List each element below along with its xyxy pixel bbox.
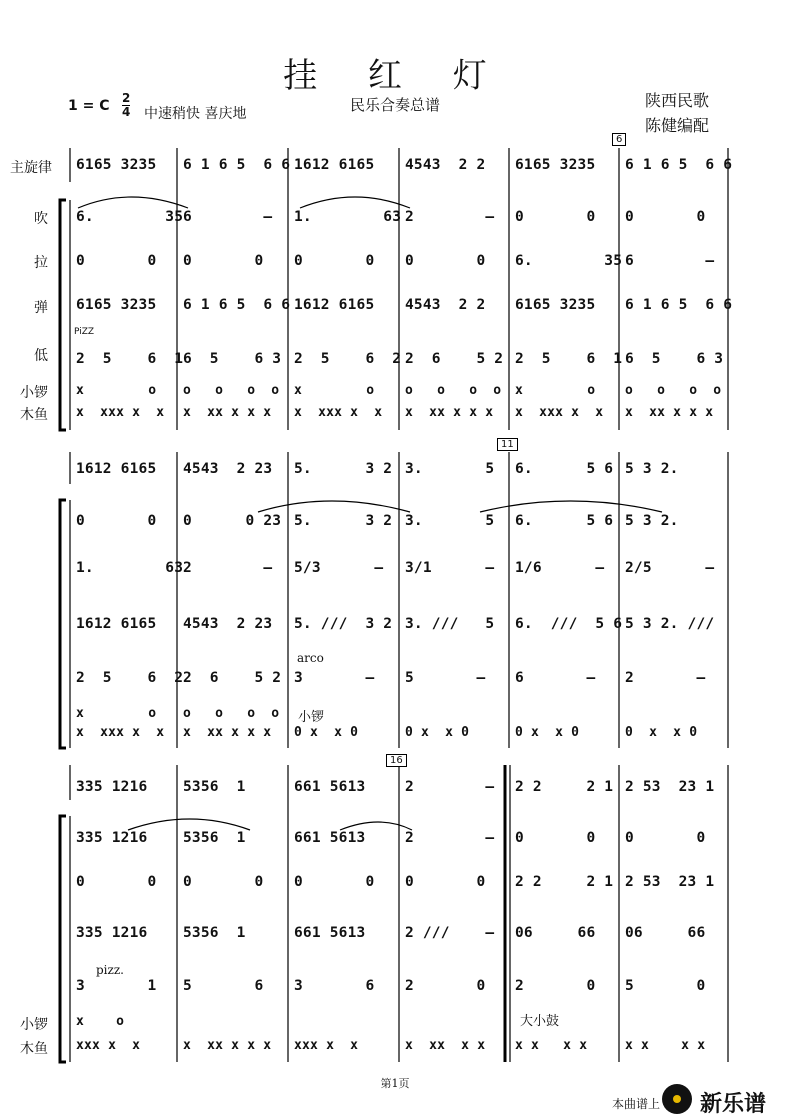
instrument-plucked: 弹 <box>34 300 48 316</box>
measure-wood: 0 x x 0 <box>625 725 698 740</box>
score-subtitle: 民乐合奏总谱 <box>349 96 440 114</box>
measure-bowed: 2/5 – <box>625 560 715 576</box>
measure-bass: 5 – <box>405 670 486 686</box>
measure-bass: 2 5 6 2 <box>294 351 402 367</box>
measure-wood: x xx x x x <box>625 405 714 420</box>
measure-melody: 6. 5 6 <box>515 461 614 477</box>
measure-plucked: 6165 3235 <box>515 297 596 313</box>
instrument-woodblock: 木鱼 <box>20 407 48 423</box>
measure-gong: o o o o <box>183 383 280 398</box>
measure-plucked: 06 66 <box>515 925 596 941</box>
instrument-gong-s3: 小锣 <box>20 1017 48 1033</box>
measure-wind: 661 5613 <box>294 830 366 846</box>
instrument-woodblock-s3: 木鱼 <box>20 1041 48 1057</box>
measure-melody: 6 1 6 5 6 6 <box>625 157 733 173</box>
measure-bowed: 2 – <box>183 560 273 576</box>
measure-melody: 335 1216 <box>76 779 148 795</box>
measure-bowed: 6 – <box>625 253 715 269</box>
measure-wood: 0 x x 0 <box>515 725 580 740</box>
measure-melody: 2 53 23 1 <box>625 779 715 795</box>
measure-melody: 2 2 2 1 <box>515 779 614 795</box>
measure-wood: x x x x <box>625 1038 706 1053</box>
measure-melody: 6165 3235 <box>76 157 157 173</box>
vinyl-record-icon <box>662 1084 692 1114</box>
measure-melody: 1612 6165 <box>76 461 157 477</box>
measure-gong: x o <box>515 383 596 398</box>
measure-wind: 2 – <box>405 209 495 225</box>
measure-wood: x xxx x x <box>294 405 383 420</box>
measure-bowed: 0 0 <box>76 874 157 890</box>
page-number: 第1页 <box>380 1077 410 1090</box>
measure-bowed: 3/1 – <box>405 560 495 576</box>
measure-bowed: 0 0 <box>405 874 486 890</box>
measure-bowed: 6. 35 <box>515 253 623 269</box>
measure-plucked: 06 66 <box>625 925 706 941</box>
instrument-bass: 低 <box>34 348 48 364</box>
time-bottom: 4 <box>122 105 131 119</box>
measure-wood: x xxx x x <box>515 405 604 420</box>
pizz-mark: pizz. <box>96 963 124 977</box>
arranger-label: 陈健编配 <box>645 116 710 135</box>
instrument-bowed: 拉 <box>34 255 48 271</box>
rehearsal-mark-16: 16 <box>386 754 407 767</box>
measure-wood: x xx x x x <box>183 725 272 740</box>
measure-plucked: 6. /// 5 6 <box>515 616 623 632</box>
footer-note: 本曲谱上 <box>612 1097 661 1111</box>
measure-wind: 2 – <box>405 830 495 846</box>
measure-plucked: 661 5613 <box>294 925 366 941</box>
measure-bowed: 0 0 <box>183 253 264 269</box>
measure-bass: 6 5 6 3 <box>183 351 282 367</box>
measure-gong: x o <box>76 706 157 721</box>
measure-plucked: 1612 6165 <box>76 616 157 632</box>
measure-wood: xxx x x <box>76 1038 141 1053</box>
measure-bowed: 2 2 2 1 <box>515 874 614 890</box>
measure-melody: 5356 1 <box>183 779 246 795</box>
key-signature: 1 = C <box>68 98 110 114</box>
measure-wind: 0 0 <box>76 513 157 529</box>
measure-bowed: 0 0 <box>183 874 264 890</box>
measure-wood: x xx x x <box>405 1038 486 1053</box>
measure-plucked: 3. /// 5 <box>405 616 495 632</box>
measure-bass: 2 0 <box>515 978 596 994</box>
measure-plucked: 1612 6165 <box>294 297 375 313</box>
measure-plucked: 335 1216 <box>76 925 148 941</box>
measure-wood: x xx x x x <box>183 1038 272 1053</box>
measure-melody: 3. 5 <box>405 461 495 477</box>
measure-gong: x o <box>294 383 375 398</box>
measure-wind: 0 0 <box>515 830 596 846</box>
origin-label: 陕西民歌 <box>645 91 710 110</box>
measure-wind: 6. 35 <box>76 209 184 225</box>
instrument-gong: 小锣 <box>20 385 48 401</box>
measure-melody: 1612 6165 <box>294 157 375 173</box>
measure-plucked: 4543 2 2 <box>405 297 486 313</box>
measure-bowed: 0 0 <box>294 253 375 269</box>
instrument-wind: 吹 <box>34 211 48 227</box>
measure-wind: 0 0 <box>625 209 706 225</box>
measure-wind: 6 – <box>183 209 273 225</box>
measure-melody: 5 3 2. <box>625 461 679 477</box>
measure-wood: x xx x x x <box>405 405 494 420</box>
measure-plucked: 6165 3235 <box>76 297 157 313</box>
tempo-marking: 中速稍快 喜庆地 <box>144 106 247 122</box>
measure-wind: 3. 5 <box>405 513 495 529</box>
measure-plucked: 5 3 2. /// <box>625 616 715 632</box>
gong-cue-label: 小锣 <box>298 710 325 725</box>
time-top: 2 <box>122 91 131 105</box>
measure-bass: 2 6 5 2 <box>183 670 282 686</box>
measure-melody: 2 – <box>405 779 495 795</box>
measure-wood: 0 x x 0 <box>405 725 470 740</box>
rehearsal-mark-6: 6 <box>612 133 626 146</box>
measure-melody: 6 1 6 5 6 6 <box>183 157 291 173</box>
measure-bowed: 0 0 <box>405 253 486 269</box>
measure-bass: 3 1 <box>76 978 157 994</box>
arco-mark: arco <box>297 651 324 665</box>
measure-wood: xxx x x <box>294 1038 359 1053</box>
measure-bass: 2 5 6 1 <box>515 351 623 367</box>
measure-bass: 6 – <box>515 670 596 686</box>
measure-bass: 2 – <box>625 670 706 686</box>
measure-wind: 5356 1 <box>183 830 246 846</box>
measure-bowed: 1. 63 <box>76 560 184 576</box>
measure-gong: o o o o <box>405 383 502 398</box>
measure-melody: 5. 3 2 <box>294 461 393 477</box>
measure-gong: x o <box>76 383 157 398</box>
measure-wind: 1. 63 <box>294 209 402 225</box>
measure-wind: 5 3 2. <box>625 513 679 529</box>
measure-wind: 0 0 <box>625 830 706 846</box>
pizz-mark-small: PiZZ <box>74 327 95 337</box>
measure-plucked: 4543 2 23 <box>183 616 273 632</box>
measure-bass: 2 5 6 1 <box>76 351 184 367</box>
measure-bass: 2 5 6 2 <box>76 670 184 686</box>
time-signature <box>122 92 130 119</box>
measure-bowed: 5/3 – <box>294 560 384 576</box>
measure-melody: 661 5613 <box>294 779 366 795</box>
measure-gong: x o <box>76 1014 125 1029</box>
measure-bass: 3 6 <box>294 978 375 994</box>
measure-bowed: 2 53 23 1 <box>625 874 715 890</box>
measure-bass: 2 6 5 2 <box>405 351 504 367</box>
score-title: 挂 红 灯 <box>283 56 507 96</box>
rehearsal-mark-11: 11 <box>497 438 518 451</box>
measure-gong: o o o o <box>625 383 722 398</box>
drum-cue-label: 大小鼓 <box>520 1014 560 1029</box>
measure-bass: 2 0 <box>405 978 486 994</box>
measure-wind: 6. 5 6 <box>515 513 614 529</box>
measure-wood: 0 x x 0 <box>294 725 359 740</box>
measure-bowed: 1/6 – <box>515 560 605 576</box>
measure-plucked: 5. /// 3 2 <box>294 616 393 632</box>
measure-wood: x xx x x x <box>183 405 272 420</box>
measure-plucked: 2 /// – <box>405 925 495 941</box>
measure-bowed: 0 0 <box>294 874 375 890</box>
instrument-melody: 主旋律 <box>10 160 52 176</box>
measure-plucked: 6 1 6 5 6 6 <box>625 297 733 313</box>
measure-wind: 0 0 23 <box>183 513 282 529</box>
measure-bowed: 0 0 <box>76 253 157 269</box>
measure-melody: 4543 2 23 <box>183 461 273 477</box>
measure-bass: 6 5 6 3 <box>625 351 724 367</box>
measure-wind: 335 1216 <box>76 830 148 846</box>
measure-bass: 5 6 <box>183 978 264 994</box>
measure-plucked: 5356 1 <box>183 925 246 941</box>
measure-wood: x x x x <box>515 1038 588 1053</box>
measure-gong: o o o o <box>183 706 280 721</box>
measure-wood: x xxx x x <box>76 725 165 740</box>
measure-bass: 5 0 <box>625 978 706 994</box>
brand-logo-text: 新乐谱 <box>700 1092 767 1117</box>
measure-bass: 3 – <box>294 670 375 686</box>
measure-melody: 4543 2 2 <box>405 157 486 173</box>
measure-wind: 0 0 <box>515 209 596 225</box>
measure-melody: 6165 3235 <box>515 157 596 173</box>
measure-wood: x xxx x x <box>76 405 165 420</box>
measure-plucked: 6 1 6 5 6 6 <box>183 297 291 313</box>
measure-wind: 5. 3 2 <box>294 513 393 529</box>
